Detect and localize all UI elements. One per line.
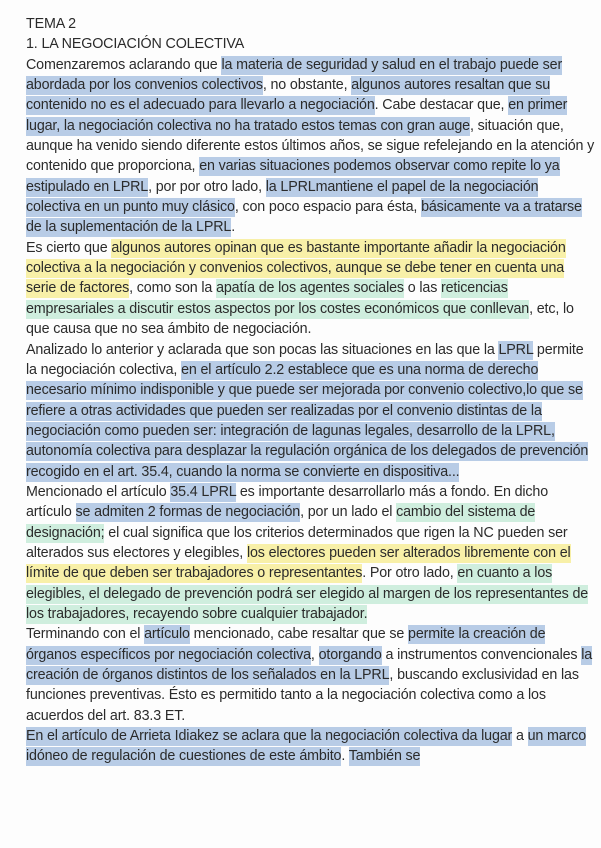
text-run: , por un lado el [300, 504, 397, 521]
highlight-blue: En el artículo de Arrieta Idiakez se aclara que la negociación colectiva da lugar [26, 728, 513, 745]
text-run: , no obstante, [262, 77, 352, 94]
text-run: , situación que, aunque ha venido siendo diferente estos últimos años, se sigue refelejando en la atención y contenido que proporciona, [26, 117, 595, 175]
text-run: . [341, 748, 349, 765]
highlight-blue: básicamente va a tratarse de la suplementación de la LPRL [26, 199, 582, 236]
section-heading: 1. LA NEGOCIACIÓN COLECTIVA [26, 36, 245, 53]
paragraph-specific-bodies [26, 624, 596, 726]
text-run: el cual significa que los criterios determinados que rigen la NC pueden ser alterados sus electores y elegibles, [26, 524, 568, 561]
text-run: , como son la [129, 280, 217, 297]
highlight-blue: LPRL [498, 341, 534, 358]
text-run: , buscando exclusividad en las funciones preventivas. Ésto es permitido tanto a la negociación colectiva como a los acuerdos del art. 83.3 ET. [26, 667, 579, 724]
highlight-blue: se admiten 2 formas de negociación [75, 504, 301, 521]
highlight-yellow: los electores pueden ser alterados libremente con el límite de que deben ser trabajadores o representantes [26, 544, 571, 582]
highlight-blue: en el artículo 2.2 establece que es una norma de derecho necesario mínimo indisponible y que puede ser mejorada por convenio colectivo,lo que se refiere a otras actividades que pueden ser realizadas por el convenio distintas de la negociación como pueden ser: integración de lagunas legales, desarrollo de la LPRL, autonomía colectiva para desplazar la regulación orgánica de los delegados de prevención recogido en el art. 35.4, cuando la norma se convierte en dispositiva... [26, 361, 589, 480]
text-run: a instrumentos convencionales [381, 646, 582, 663]
paragraph-article-35-4 [26, 482, 596, 624]
highlight-yellow: algunos autores opinan que es bastante importante añadir la negociación colectiva a la negociación y convenios colectivos, aunque se debe tener en cuenta una serie de factores [26, 239, 566, 297]
text-run: , con poco espacio para ésta, [234, 199, 422, 216]
text-run: . [231, 219, 236, 236]
highlight-blue: También se [348, 748, 421, 765]
paragraph-arrieta-idiakez [26, 726, 596, 767]
highlight-green: cambio del sistema de designación; [26, 504, 536, 541]
text-run: , por por otro lado, [148, 178, 266, 195]
highlight-blue: la LPRLmantiene el papel de la negociación colectiva en un punto muy clásico [26, 178, 539, 216]
text-run: es importante desarrollarlo más a fondo. En dicho artículo [26, 483, 549, 521]
highlight-blue: la creación de órganos distintos de los señalados en la LPRL [26, 646, 593, 683]
highlight-blue: la materia de seguridad y salud en el trabajo puede ser abordada por los convenios colectivos [26, 56, 563, 94]
text-run: a [512, 728, 528, 745]
paragraph-authors-opinion [26, 238, 596, 340]
highlight-green: apatía de los agentes sociales [216, 280, 404, 297]
highlight-blue: artículo [144, 626, 190, 643]
topic-heading: TEMA 2 [26, 16, 76, 32]
highlight-blue: en primer lugar, la negociación colectiva no ha tratado estos temas con gran auge [26, 97, 568, 134]
text-run: mencionado, cabe resaltar que se [189, 626, 409, 643]
text-run: permite la negociación colectiva, [26, 341, 584, 378]
text-run: . Por otro lado, [362, 565, 458, 582]
text-run: . Cabe destacar que, [374, 97, 509, 114]
document-text [26, 14, 596, 767]
highlight-blue: permite la creación de órganos específicos por negociación colectiva [26, 626, 546, 663]
text-run: Analizado lo anterior y aclarada que son pocas las situaciones en las que la [26, 341, 499, 358]
paragraph-intro [26, 55, 596, 238]
text-run: , etc, lo que causa que no sea ámbito de negociación. [26, 300, 574, 338]
highlight-blue: un marco idóneo de regulación de cuestiones de este ámbito [26, 728, 587, 765]
highlight-blue: 35.4 LPRL [170, 483, 237, 500]
text-run: o las [403, 280, 442, 297]
paragraph-article-2-2 [26, 340, 596, 482]
text-run: Comenzaremos aclarando que [26, 56, 222, 73]
text-run: , [310, 646, 319, 663]
highlight-green: reticencias empresariales a discutir estos aspectos por los costes económicos que conllevan [26, 280, 530, 317]
highlight-blue: en varias situaciones podemos observar como repite lo ya estipulado en LPRL [26, 158, 560, 195]
text-run: Mencionado el artículo [26, 483, 171, 500]
text-run: Es cierto que [26, 239, 112, 256]
highlight-green: en cuanto a los elegibles, el delegado de prevención podrá ser elegido al margen de los representantes de los trabajadores, recayendo sobre cualquier trabajador. [26, 565, 589, 622]
highlight-blue: otorgando [318, 646, 382, 663]
highlight-blue: algunos autores resaltan que su contenido no es el adecuado para llevarlo a negociación [26, 77, 551, 114]
text-run: Terminando con el [26, 626, 145, 643]
